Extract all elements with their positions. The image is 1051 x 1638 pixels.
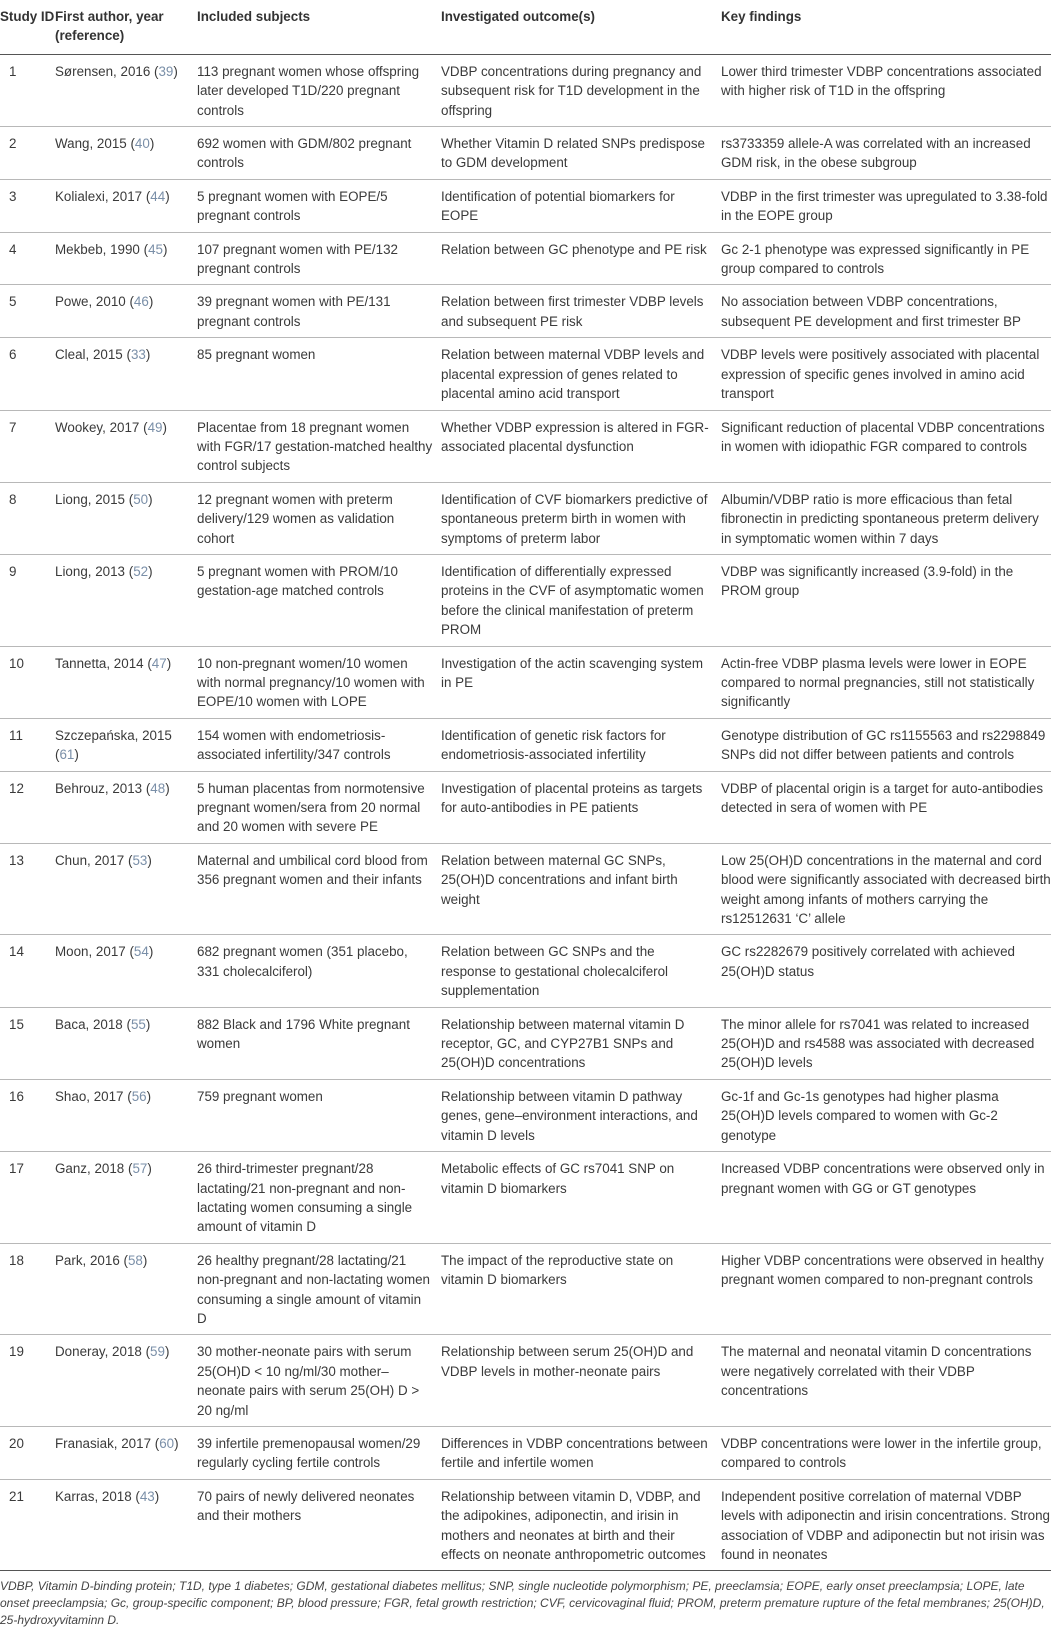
author-text: Shao, 2017 <box>55 1088 124 1104</box>
table-header <box>0 7 1051 54</box>
author-cell: Szczepańska, 2015 (61) <box>55 727 172 763</box>
author-cell: Franasiak, 2017 (60) <box>55 1435 179 1451</box>
subjects-cell: 70 pairs of newly delivered neonates and their mothers <box>197 1488 415 1524</box>
outcome-cell: Metabolic effects of GC rs7041 SNP on vitamin D biomarkers <box>441 1161 675 1196</box>
table-body <box>0 54 1051 1571</box>
reference-link[interactable]: 58 <box>127 1252 143 1268</box>
table-row <box>0 482 1051 554</box>
subjects-cell: 39 pregnant women with PE/131 pregnant controls <box>197 294 391 329</box>
author-cell: Doneray, 2018 (59) <box>55 1344 170 1360</box>
subjects-cell: 30 mother-neonate pairs with serum 25(OH)D < 10 ng/ml/30 mother–neonate pairs with serum 25(OH) D > 20 ng/ml <box>197 1344 420 1418</box>
author-cell: Ganz, 2018 (57) <box>55 1161 152 1177</box>
reference-link[interactable]: 46 <box>133 294 149 310</box>
subjects-cell: 5 human placentas from normotensive pregnant women/sera from 20 normal and 20 women with severe PE <box>197 780 425 835</box>
reference-link[interactable]: 39 <box>158 63 174 79</box>
author-cell: Sørensen, 2016 (39) <box>55 63 178 79</box>
outcome-cell: Investigation of placental proteins as targets for auto-antibodies in PE patients <box>441 780 703 815</box>
studies-table <box>0 7 1051 1571</box>
subjects-cell: 882 Black and 1796 White pregnant women <box>197 1016 410 1052</box>
outcome-cell: Identification of genetic risk factors for endometriosis-associated infertility <box>441 727 666 763</box>
outcome-cell: Relationship between vitamin D, VDBP, and the adipokines, adiponectin, and irisin in mothers and neonates at birth and their effects on neonate anthropometric outcomes <box>441 1488 706 1562</box>
table-row <box>0 935 1051 1007</box>
findings-cell: Low 25(OH)D concentrations in the maternal and cord blood were significantly associated with decreased birth weight among infants of mothers carrying the rs12512631 ‘C’ allele <box>721 852 1051 927</box>
outcome-cell: Relation between GC phenotype and PE risk <box>441 241 707 257</box>
author-cell: Wookey, 2017 (49) <box>55 419 167 435</box>
reference-link[interactable]: 48 <box>150 780 166 796</box>
study-id-cell: 2 <box>9 136 17 152</box>
findings-cell: Gc-1f and Gc-1s genotypes had higher plasma 25(OH)D levels compared to women with Gc-2 genotype <box>721 1088 999 1143</box>
author-text: Liong, 2013 <box>55 563 125 579</box>
study-id-cell: 17 <box>9 1161 24 1177</box>
table-row <box>0 1243 1051 1335</box>
table-row <box>0 285 1051 338</box>
reference-link[interactable]: 60 <box>159 1435 175 1451</box>
outcome-cell: Relation between maternal VDBP levels and placental expression of genes related to placental amino acid transport <box>441 347 705 402</box>
author-text: Cleal, 2015 <box>55 347 123 363</box>
reference-link[interactable]: 33 <box>130 347 146 363</box>
subjects-cell: Placentae from 18 pregnant women with FGR/17 gestation-matched healthy control subjects <box>197 419 433 474</box>
outcome-cell: Relation between first trimester VDBP levels and subsequent PE risk <box>441 294 704 329</box>
subjects-cell: 5 pregnant women with EOPE/5 pregnant controls <box>197 188 388 224</box>
subjects-cell: 692 women with GDM/802 pregnant controls <box>197 136 412 171</box>
author-text: Behrouz, 2013 <box>55 780 143 796</box>
findings-cell: VDBP of placental origin is a target for auto-antibodies detected in sera of women with PE <box>721 780 1044 815</box>
study-id-cell: 15 <box>9 1016 24 1032</box>
table-row <box>0 771 1051 843</box>
author-cell: Shao, 2017 (56) <box>55 1088 152 1104</box>
author-cell: Mekbeb, 1990 (45) <box>55 241 168 257</box>
study-id-cell: 14 <box>9 944 24 960</box>
subjects-cell: 10 non-pregnant women/10 women with normal pregnancy/10 women with EOPE/10 women with LOPE <box>197 655 425 710</box>
author-text: Karras, 2018 <box>55 1488 132 1504</box>
reference-link[interactable]: 40 <box>134 136 150 152</box>
table-row <box>0 232 1051 285</box>
table-row <box>0 127 1051 180</box>
author-cell: Park, 2016 (58) <box>55 1252 148 1268</box>
header-author: First author, year (reference) <box>55 9 164 44</box>
findings-cell: Genotype distribution of GC rs1155563 and rs2298849 SNPs did not differ between patients and controls <box>721 727 1046 763</box>
findings-cell: VDBP concentrations were lower in the infertile group, compared to controls <box>721 1435 1042 1471</box>
table-row <box>0 1152 1051 1244</box>
author-text: Baca, 2018 <box>55 1016 123 1032</box>
table-row <box>0 554 1051 646</box>
reference-link[interactable]: 52 <box>133 563 149 579</box>
findings-cell: Independent positive correlation of maternal VDBP levels with adiponectin and irisin concentrations. Strong association of VDBP and adiponectin but not irisin was found in neonates <box>721 1488 1050 1562</box>
author-text: Liong, 2015 <box>55 491 125 507</box>
findings-cell: Albumin/VDBP ratio is more efficacious than fetal fibronectin in predicting spontaneous preterm delivery in symptomatic women within 7 days <box>721 491 1039 546</box>
findings-cell: VDBP was significantly increased (3.9-fold) in the PROM group <box>721 563 1014 599</box>
findings-cell: Higher VDBP concentrations were observed in healthy pregnant women compared to non-pregnant controls <box>721 1252 1044 1288</box>
subjects-cell: 5 pregnant women with PROM/10 gestation-age matched controls <box>197 563 398 599</box>
header-outcomes: Investigated outcome(s) <box>441 9 596 24</box>
study-id-cell: 21 <box>9 1488 24 1504</box>
subjects-cell: 12 pregnant women with preterm delivery/129 women as validation cohort <box>197 491 395 546</box>
reference-link[interactable]: 54 <box>133 944 149 960</box>
author-cell: Moon, 2017 (54) <box>55 944 154 960</box>
outcome-cell: Relation between maternal GC SNPs, 25(OH)D concentrations and infant birth weight <box>441 852 678 907</box>
table-row <box>0 646 1051 718</box>
study-id-cell: 13 <box>9 852 24 868</box>
reference-link[interactable]: 53 <box>132 852 148 868</box>
outcome-cell: Identification of potential biomarkers for EOPE <box>441 188 675 224</box>
author-cell: Wang, 2015 (40) <box>55 136 155 152</box>
findings-cell: Significant reduction of placental VDBP concentrations in women with idiopathic FGR compared to controls <box>721 419 1045 454</box>
author-text: Kolialexi, 2017 <box>55 188 143 204</box>
study-id-cell: 16 <box>9 1088 24 1104</box>
outcome-cell: Whether VDBP expression is altered in FGR-associated placental dysfunction <box>441 419 709 454</box>
subjects-cell: 113 pregnant women whose offspring later developed T1D/220 pregnant controls <box>197 63 420 118</box>
findings-cell: rs3733359 allele-A was correlated with an increased GDM risk, in the obese subgroup <box>721 136 1031 171</box>
author-cell: Baca, 2018 (55) <box>55 1016 151 1032</box>
study-id-cell: 4 <box>9 241 17 257</box>
table-row <box>0 1426 1051 1479</box>
header-findings: Key findings <box>721 9 802 24</box>
reference-link[interactable]: 44 <box>150 188 166 204</box>
findings-cell: VDBP in the first trimester was upregulated to 3.38-fold in the EOPE group <box>721 188 1048 224</box>
study-id-cell: 18 <box>9 1252 24 1268</box>
author-text: Mekbeb, 1990 <box>55 241 140 257</box>
author-cell: Kolialexi, 2017 (44) <box>55 188 170 204</box>
findings-cell: No association between VDBP concentrations, subsequent PE development and first trimester BP <box>721 294 1021 329</box>
study-id-cell: 1 <box>9 63 17 79</box>
outcome-cell: Differences in VDBP concentrations between fertile and infertile women <box>441 1435 708 1471</box>
subjects-cell: 26 healthy pregnant/28 lactating/21 non-pregnant and non-lactating women consuming a single amount of vitamin D <box>197 1252 431 1326</box>
table-row <box>0 843 1051 935</box>
study-id-cell: 19 <box>9 1344 24 1360</box>
table-row <box>0 54 1051 126</box>
author-text: Szczepańska, 2015 <box>55 727 172 743</box>
author-cell: Liong, 2013 (52) <box>55 563 153 579</box>
reference-link[interactable]: 57 <box>132 1161 148 1177</box>
reference-link[interactable]: 59 <box>150 1344 165 1360</box>
reference-link[interactable]: 47 <box>151 655 167 671</box>
table-row <box>0 1335 1051 1427</box>
reference-link[interactable]: 61 <box>59 747 75 763</box>
subjects-cell: 759 pregnant women <box>197 1088 323 1104</box>
study-id-cell: 20 <box>9 1435 24 1451</box>
author-text: Park, 2016 <box>55 1252 120 1268</box>
reference-link[interactable]: 49 <box>147 419 163 435</box>
findings-cell: Increased VDBP concentrations were observed only in pregnant women with GG or GT genotypes <box>721 1161 1045 1196</box>
study-id-cell: 5 <box>9 294 17 310</box>
findings-cell: The maternal and neonatal vitamin D concentrations were negatively correlated with their VDBP concentrations <box>721 1344 1032 1399</box>
outcome-cell: The impact of the reproductive state on vitamin D biomarkers <box>441 1252 674 1288</box>
reference-link[interactable]: 43 <box>139 1488 155 1504</box>
subjects-cell: 682 pregnant women (351 placebo, 331 cholecalciferol) <box>197 944 408 979</box>
study-id-cell: 9 <box>9 563 17 579</box>
study-id-cell: 11 <box>9 727 23 743</box>
author-cell: Behrouz, 2013 (48) <box>55 780 170 796</box>
author-text: Powe, 2010 <box>55 294 126 310</box>
page <box>0 7 1051 1638</box>
author-cell: Tannetta, 2014 (47) <box>55 655 172 671</box>
subjects-cell: 85 pregnant women <box>197 347 316 363</box>
subjects-cell: 107 pregnant women with PE/132 pregnant controls <box>197 241 398 277</box>
author-cell: Karras, 2018 (43) <box>55 1488 160 1504</box>
author-text: Wang, 2015 <box>55 136 127 152</box>
outcome-cell: Investigation of the actin scavenging system in PE <box>441 655 704 690</box>
findings-cell: Lower third trimester VDBP concentrations associated with higher risk of T1D in the offspring <box>721 63 1042 99</box>
findings-cell: VDBP levels were positively associated with placental expression of specific genes involved in amino acid transport <box>721 347 1040 402</box>
outcome-cell: Whether Vitamin D related SNPs predispose to GDM development <box>441 136 705 171</box>
table-row <box>0 338 1051 410</box>
table-row <box>0 179 1051 232</box>
author-text: Ganz, 2018 <box>55 1161 125 1177</box>
table-row <box>0 718 1051 771</box>
author-cell: Powe, 2010 (46) <box>55 294 154 310</box>
study-id-cell: 10 <box>9 655 24 671</box>
header-study-id: Study ID <box>0 9 55 24</box>
table-row <box>0 1007 1051 1079</box>
reference-link[interactable]: 56 <box>131 1088 147 1104</box>
study-id-cell: 8 <box>9 491 17 507</box>
findings-cell: GC rs2282679 positively correlated with achieved 25(OH)D status <box>721 944 1016 979</box>
subjects-cell: 39 infertile premenopausal women/29 regularly cycling fertile controls <box>197 1435 421 1471</box>
author-text: Wookey, 2017 <box>55 419 140 435</box>
reference-link[interactable]: 50 <box>133 491 149 507</box>
findings-cell: Actin-free VDBP plasma levels were lower in EOPE compared to normal pregnancies, still not statistically significantly <box>721 655 1035 710</box>
outcome-cell: Identification of CVF biomarkers predictive of spontaneous preterm birth in women with symptoms of preterm labor <box>441 491 708 546</box>
author-cell: Cleal, 2015 (33) <box>55 347 151 363</box>
table-row <box>0 410 1051 482</box>
study-id-cell: 3 <box>9 188 17 204</box>
author-cell: Chun, 2017 (53) <box>55 852 152 868</box>
reference-link[interactable]: 55 <box>130 1016 146 1032</box>
author-text: Doneray, 2018 <box>55 1344 142 1360</box>
subjects-cell: Maternal and umbilical cord blood from 356 pregnant women and their infants <box>197 852 428 888</box>
header-subjects: Included subjects <box>197 9 311 24</box>
author-cell: Liong, 2015 (50) <box>55 491 153 507</box>
study-id-cell: 7 <box>9 419 17 435</box>
findings-cell: Gc 2-1 phenotype was expressed significantly in PE group compared to controls <box>721 241 1030 277</box>
author-text: Tannetta, 2014 <box>55 655 144 671</box>
outcome-cell: Relationship between vitamin D pathway genes, gene–environment interactions, and vitamin D levels <box>441 1088 698 1143</box>
study-id-cell: 6 <box>9 347 17 363</box>
author-text: Moon, 2017 <box>55 944 126 960</box>
outcome-cell: VDBP concentrations during pregnancy and subsequent risk for T1D development in the offspring <box>441 63 702 118</box>
outcome-cell: Relationship between serum 25(OH)D and VDBP levels in mother-neonate pairs <box>441 1344 694 1379</box>
table-row <box>0 1079 1051 1151</box>
findings-cell: The minor allele for rs7041 was related to increased 25(OH)D and rs4588 was associated with decreased 25(OH)D levels <box>721 1016 1035 1071</box>
author-text: Chun, 2017 <box>55 852 125 868</box>
subjects-cell: 154 women with endometriosis-associated infertility/347 controls <box>197 727 391 763</box>
reference-link[interactable]: 45 <box>148 241 163 257</box>
author-text: Sørensen, 2016 <box>55 63 151 79</box>
subjects-cell: 26 third-trimester pregnant/28 lactating/21 non-pregnant and non-lactating women consuming a single amount of vitamin D <box>197 1161 413 1235</box>
author-text: Franasiak, 2017 <box>55 1435 152 1451</box>
table-row <box>0 1479 1051 1571</box>
outcome-cell: Relation between GC SNPs and the response to gestational cholecalciferol supplementation <box>441 944 669 999</box>
study-id-cell: 12 <box>9 780 24 796</box>
table-footnote: VDBP, Vitamin D-binding protein; T1D, type 1 diabetes; GDM, gestational diabetes mellitus; SNP, single nucleotide polymorphism; PE, preeclamsia; EOPE, early onset preeclampsia; LOPE, late onset preeclampsia; Gc, group-specific component; BP, blood pressure; FGR, fetal growth restriction; CVF, cervicovaginal fluid; PROM, preterm premature rupture of the fetal membranes; 25(OH)D, 25-hydroxyvitaminn D. <box>0 1579 1045 1628</box>
outcome-cell: Relationship between maternal vitamin D receptor, GC, and CYP27B1 SNPs and 25(OH)D concentrations <box>441 1016 685 1071</box>
outcome-cell: Identification of differentially expressed proteins in the CVF of asymptomatic women before the clinical manifestation of preterm PROM <box>441 563 704 638</box>
